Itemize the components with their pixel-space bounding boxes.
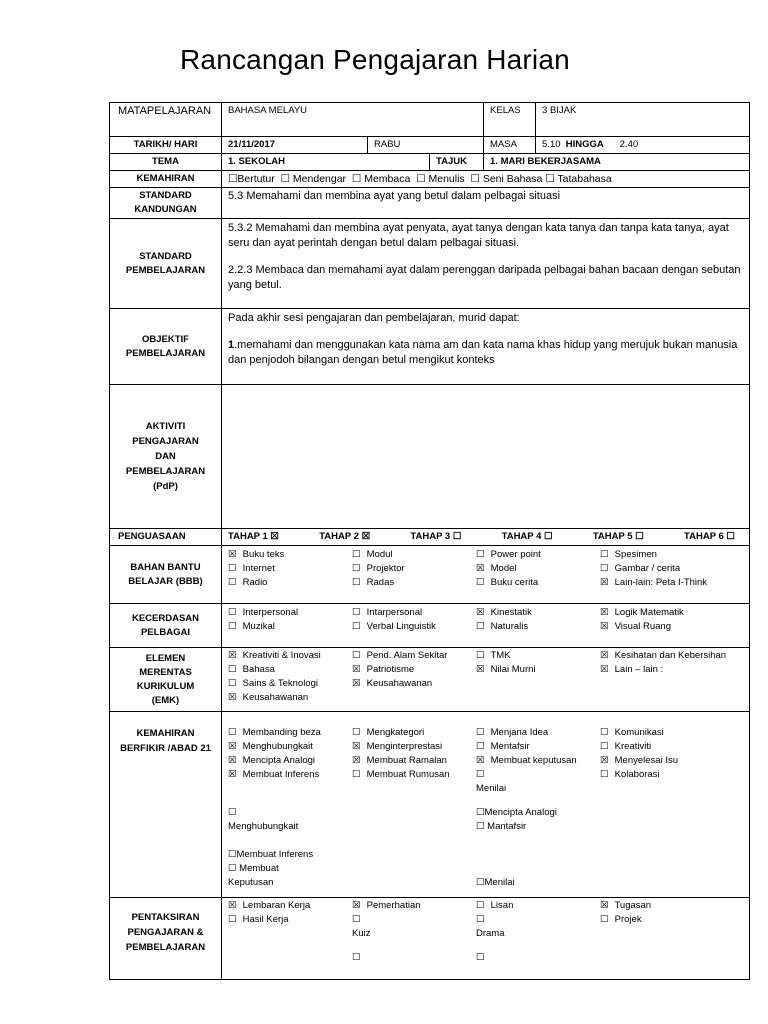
checkbox-icon: ☐ bbox=[228, 621, 237, 632]
checkbox-icon: ☐ bbox=[476, 549, 485, 560]
checkbox-icon: ☐ bbox=[228, 727, 237, 738]
kb-extra-box: ☐ bbox=[228, 807, 237, 818]
checkbox-icon: ☒ bbox=[600, 577, 609, 588]
page-title: Rancangan Pengajaran Harian bbox=[180, 44, 570, 75]
kb-membuat-keputusan-2: Keputusan bbox=[228, 877, 274, 888]
pentaksiran-kuiz: Kuiz bbox=[352, 928, 371, 939]
standard-kandungan-label: STANDARD KANDUNGAN bbox=[110, 188, 222, 219]
masa-label: MASA bbox=[484, 137, 536, 154]
checkbox-label: Verbal Linguistik bbox=[366, 621, 436, 632]
masa-cell bbox=[536, 137, 750, 154]
checkbox-label: Lain-lain: Peta I-Think bbox=[614, 577, 708, 588]
kemahiran-berfikir-grid bbox=[228, 726, 743, 782]
hingga-label: HINGGA bbox=[565, 139, 604, 150]
aktiviti-label: AKTIVITI PENGAJARAN DAN PEMBELAJARAN (PdP) bbox=[110, 385, 222, 529]
checkbox-icon: ☒ bbox=[600, 607, 609, 618]
checkbox-item bbox=[476, 620, 600, 634]
checkbox-icon: ☒ bbox=[476, 755, 485, 766]
checkbox-item bbox=[352, 899, 476, 913]
checkbox-label: Projektor bbox=[366, 563, 405, 574]
checkbox-item bbox=[600, 606, 724, 620]
checkbox-icon: ☒ bbox=[228, 741, 237, 752]
checkbox-icon: ☐ bbox=[476, 914, 485, 925]
tema-value: 1. SEKOLAH bbox=[222, 154, 430, 171]
checkbox-item bbox=[476, 548, 600, 562]
checkbox-label: Projek bbox=[614, 914, 642, 925]
checkbox-item bbox=[476, 562, 600, 576]
kb-extra-1-col4 bbox=[600, 782, 724, 796]
checkbox-item bbox=[600, 899, 724, 913]
checkbox-label: Pend. Alam Sekitar bbox=[366, 650, 448, 661]
checkbox-label: Hasil Kerja bbox=[242, 914, 289, 925]
kemahiran-berfikir-cell bbox=[222, 712, 750, 898]
kb-extra-3-col2 bbox=[352, 820, 476, 834]
checkbox-item bbox=[476, 691, 600, 705]
skills-row bbox=[110, 171, 750, 188]
kemahiran-options: ☐Bertutur ☐ Mendengar ☐ Membaca ☐ Menulis ☐ Seni Bahasa ☐ Tatabahasa bbox=[222, 171, 750, 188]
checkbox-label: Lain – lain : bbox=[614, 664, 664, 675]
kb-extra-2-col2 bbox=[352, 806, 476, 820]
pentaksiran-extra-2 bbox=[228, 951, 743, 965]
checkbox-item bbox=[600, 726, 724, 740]
kecerdasan-grid bbox=[228, 606, 743, 634]
checkbox-item bbox=[228, 620, 352, 634]
checkbox-label: Model bbox=[490, 563, 517, 574]
checkbox-item bbox=[476, 606, 600, 620]
checkbox-item bbox=[600, 548, 724, 562]
checkbox-icon: ☐ bbox=[228, 607, 237, 618]
checkbox-label: Mencipta Analogi bbox=[242, 755, 315, 766]
checkbox-icon: ☐ bbox=[228, 914, 237, 925]
checkbox-icon: ☒ bbox=[476, 563, 485, 574]
checkbox-item bbox=[600, 740, 724, 754]
checkbox-label: Patriotisme bbox=[366, 664, 415, 675]
checkbox-item bbox=[228, 740, 352, 754]
objektif-body: .memahami dan menggunakan kata nama am dan kata nama khas hidup yang merujuk bukan manusia dan penjodoh bilangan dengan betul mengikut konteks bbox=[228, 339, 738, 366]
checkbox-icon: ☐ bbox=[600, 727, 609, 738]
checkbox-item bbox=[600, 691, 724, 705]
checkbox-icon: ☐ bbox=[352, 769, 361, 780]
checkbox-label: Radas bbox=[366, 577, 395, 588]
checkbox-icon: ☐ bbox=[476, 577, 485, 588]
tajuk-value: 1. MARI BEKERJASAMA bbox=[484, 154, 750, 171]
kecerdasan-cell bbox=[222, 604, 750, 648]
masa-end: 2.40 bbox=[619, 139, 639, 150]
checkbox-item bbox=[352, 663, 476, 677]
checkbox-label: Internet bbox=[242, 563, 275, 574]
checkbox-item bbox=[352, 620, 476, 634]
checkbox-icon: ☐ bbox=[476, 741, 485, 752]
checkbox-icon: ☐ bbox=[352, 727, 361, 738]
checkbox-item bbox=[476, 899, 600, 913]
checkbox-label: Intarpersonal bbox=[366, 607, 423, 618]
checkbox-label: Power point bbox=[490, 549, 541, 560]
checkbox-icon: ☒ bbox=[228, 900, 237, 911]
checkbox-item bbox=[352, 548, 476, 562]
checkbox-item bbox=[476, 740, 600, 754]
checkbox-item bbox=[352, 754, 476, 768]
checkbox-icon: ☒ bbox=[352, 900, 361, 911]
checkbox-icon: ☐ bbox=[600, 563, 609, 574]
pentaksiran-extra bbox=[228, 927, 743, 941]
checkbox-item bbox=[476, 649, 600, 663]
checkbox-item bbox=[600, 913, 724, 927]
checkbox-icon: ☐ bbox=[352, 914, 361, 925]
checkbox-label: Buku teks bbox=[242, 549, 285, 560]
checkbox-icon: ☐ bbox=[228, 664, 237, 675]
checkbox-icon: ☐ bbox=[352, 563, 361, 574]
standard-pembelajaran-p2: 2.2.3 Membaca dan memahami ayat dalam perenggan daripada pelbagai bahan bacaan dengan sebutan yang betul. bbox=[228, 264, 741, 291]
kecerdasan-label: KECERDASAN PELBAGAI bbox=[110, 604, 222, 648]
checkbox-icon: ☒ bbox=[600, 755, 609, 766]
checkbox-label: Menginterprestasi bbox=[366, 741, 443, 752]
checkbox-label: Muzikal bbox=[242, 621, 275, 632]
masa-start: 5.10 bbox=[542, 139, 561, 150]
checkbox-label: Kreativiti bbox=[614, 741, 652, 752]
content-standard-row bbox=[110, 188, 750, 219]
objective-row bbox=[110, 309, 750, 385]
checkbox-item bbox=[352, 562, 476, 576]
checkbox-label: Naturalis bbox=[490, 621, 529, 632]
checkbox-label: Kreativiti & Inovasi bbox=[242, 650, 321, 661]
checkbox-icon: ☐ bbox=[352, 577, 361, 588]
checkbox-icon: ☒ bbox=[600, 650, 609, 661]
kb-menilai-1: Menilai bbox=[476, 783, 507, 794]
checkbox-icon: ☐ bbox=[600, 914, 609, 925]
checkbox-icon: ☐ bbox=[352, 549, 361, 560]
checkbox-item bbox=[352, 913, 476, 927]
checkbox-item bbox=[600, 620, 724, 634]
checkbox-item bbox=[228, 768, 352, 782]
teaching-aids-row bbox=[110, 546, 750, 604]
objektif-intro: Pada akhir sesi pengajaran dan pembelajaran, murid dapat: bbox=[228, 312, 520, 324]
checkbox-icon: ☒ bbox=[600, 900, 609, 911]
checkbox-icon: ☒ bbox=[476, 607, 485, 618]
checkbox-label: Sains & Teknologi bbox=[242, 678, 318, 689]
kb-extra-1-col2 bbox=[352, 782, 476, 796]
checkbox-item bbox=[600, 768, 724, 782]
checkbox-icon: ☒ bbox=[600, 621, 609, 632]
checkbox-icon: ☐ bbox=[228, 577, 237, 588]
checkbox-icon: ☒ bbox=[352, 741, 361, 752]
checkbox-icon: ☐ bbox=[228, 678, 237, 689]
theme-row bbox=[110, 154, 750, 171]
tahap-1: TAHAP 1 ☒ bbox=[228, 531, 279, 542]
mastery-row bbox=[110, 529, 750, 546]
checkbox-label: Buku cerita bbox=[490, 577, 539, 588]
kelas-value: 3 BIJAK bbox=[536, 103, 750, 137]
checkbox-icon: ☐ bbox=[352, 607, 361, 618]
emk-label: ELEMEN MERENTAS KURIKULUM (EMK) bbox=[110, 648, 222, 712]
kb-mencipta-analogi: ☐Mencipta Analogi bbox=[476, 807, 557, 818]
subject-row bbox=[110, 103, 750, 137]
checkbox-icon: ☐ bbox=[352, 621, 361, 632]
checkbox-label: TMK bbox=[490, 650, 511, 661]
tahap-3: TAHAP 3 ☐ bbox=[410, 531, 462, 542]
activity-row bbox=[110, 385, 750, 529]
checkbox-label: Kolaborasi bbox=[614, 769, 660, 780]
checkbox-label: Lisan bbox=[490, 900, 514, 911]
objektif-cell bbox=[222, 309, 750, 385]
checkbox-icon: ☒ bbox=[352, 678, 361, 689]
checkbox-label: Pemerhatian bbox=[366, 900, 421, 911]
checkbox-item bbox=[228, 548, 352, 562]
checkbox-item bbox=[476, 726, 600, 740]
checkbox-item bbox=[476, 677, 600, 691]
kb-mantafsir: ☐ Mantafsir bbox=[476, 821, 527, 832]
kemahiran-berfikir-label: KEMAHIRAN BERFIKIR /ABAD 21 bbox=[110, 712, 222, 898]
tahap-5: TAHAP 5 ☐ bbox=[592, 531, 644, 542]
checkbox-icon: ☐ bbox=[476, 650, 485, 661]
checkbox-label: Gambar / cerita bbox=[614, 563, 681, 574]
checkbox-label: Komunikasi bbox=[614, 727, 664, 738]
checkbox-item bbox=[352, 576, 476, 590]
bbb-grid bbox=[228, 548, 743, 590]
checkbox-item bbox=[600, 663, 724, 677]
checkbox-label: Membanding beza bbox=[242, 727, 321, 738]
kelas-label: KELAS bbox=[484, 103, 536, 137]
checkbox-item bbox=[600, 562, 724, 576]
checkbox-label: Membuat keputusan bbox=[490, 755, 577, 766]
checkbox-icon: ☒ bbox=[600, 664, 609, 675]
checkbox-label: Nilai Murni bbox=[490, 664, 536, 675]
penguasaan-levels bbox=[222, 529, 750, 546]
matapelajaran-label: MATAPELAJARAN bbox=[110, 103, 222, 137]
bbb-cell bbox=[222, 546, 750, 604]
checkbox-label: Membuat Rumusan bbox=[366, 769, 450, 780]
objektif-number: 1 bbox=[228, 339, 235, 351]
checkbox-item bbox=[476, 663, 600, 677]
emk-grid bbox=[228, 649, 743, 705]
checkbox-icon: ☒ bbox=[352, 755, 361, 766]
thinking-skills-row bbox=[110, 712, 750, 898]
checkbox-label: Keusahawanan bbox=[366, 678, 433, 689]
checkbox-item bbox=[600, 576, 724, 590]
checkbox-label: Kesihatan dan Kebersihan bbox=[614, 650, 727, 661]
checkbox-icon: ☐ bbox=[476, 621, 485, 632]
checkbox-label: Spesimen bbox=[614, 549, 657, 560]
checkbox-label: Menyelesai Isu bbox=[614, 755, 679, 766]
kb-extra-3-col4 bbox=[600, 820, 724, 834]
checkbox-item bbox=[352, 649, 476, 663]
checkbox-label: Mentafsir bbox=[490, 741, 530, 752]
pentaksiran-label: PENTAKSIRAN PENGAJARAN & PEMBELAJARAN bbox=[110, 898, 222, 980]
pentaksiran-drama: Drama bbox=[476, 928, 505, 939]
kb-extra-1-col1 bbox=[228, 782, 352, 796]
pentaksiran-grid bbox=[228, 899, 743, 927]
kb-membuat-inferens: ☐Membuat Inferens bbox=[228, 849, 314, 860]
checkbox-item bbox=[476, 576, 600, 590]
tema-label: TEMA bbox=[110, 154, 222, 171]
penguasaan-label: PENGUASAAN bbox=[110, 529, 222, 546]
checkbox-label: Keusahawanan bbox=[242, 692, 309, 703]
objektif-text bbox=[228, 338, 743, 368]
assessment-row bbox=[110, 898, 750, 980]
checkbox-item bbox=[476, 754, 600, 768]
checkbox-icon: ☐ bbox=[352, 650, 361, 661]
checkbox-item bbox=[600, 754, 724, 768]
standard-pembelajaran-cell bbox=[222, 219, 750, 309]
checkbox-item bbox=[228, 663, 352, 677]
checkbox-icon: ☒ bbox=[228, 769, 237, 780]
kb-menghubungkait: Menghubungkait bbox=[228, 821, 299, 832]
checkbox-item bbox=[228, 606, 352, 620]
pentaksiran-box-a: ☐ bbox=[352, 952, 361, 963]
checkbox-label: Logik Matematik bbox=[614, 607, 684, 618]
checkbox-label: Visual Ruang bbox=[614, 621, 671, 632]
checkbox-icon: ☐ bbox=[228, 563, 237, 574]
checkbox-label: Bahasa bbox=[242, 664, 275, 675]
kb-membuat-keputusan-1: ☐ Membuat bbox=[228, 863, 279, 874]
checkbox-label: Membuat Ramalan bbox=[366, 755, 447, 766]
checkbox-label: Radio bbox=[242, 577, 268, 588]
tahap-2: TAHAP 2 ☒ bbox=[319, 531, 371, 542]
checkbox-icon: ☒ bbox=[228, 549, 237, 560]
standard-pembelajaran-p1: 5.3.2 Memahami dan membina ayat penyata, ayat tanya dengan kata tanya dan tanpa kata tanya, ayat seru dan ayat perintah dengan betul dalam pelbagai situasi. bbox=[228, 222, 729, 249]
checkbox-label: Tugasan bbox=[614, 900, 652, 911]
checkbox-item bbox=[228, 913, 352, 927]
hari-value: RABU bbox=[368, 137, 484, 154]
bbb-label: BAHAN BANTU BELAJAR (BBB) bbox=[110, 546, 222, 604]
checkbox-icon: ☐ bbox=[476, 769, 485, 780]
checkbox-item bbox=[352, 726, 476, 740]
checkbox-icon: ☒ bbox=[476, 664, 485, 675]
checkbox-label: Interpersonal bbox=[242, 607, 299, 618]
checkbox-item bbox=[600, 677, 724, 691]
checkbox-item bbox=[228, 691, 352, 705]
checkbox-item bbox=[476, 768, 600, 782]
checkbox-item bbox=[228, 726, 352, 740]
checkbox-icon: ☒ bbox=[352, 664, 361, 675]
matapelajaran-value: BAHASA MELAYU bbox=[222, 103, 484, 137]
checkbox-item bbox=[352, 740, 476, 754]
kemahiran-berfikir-extra bbox=[228, 782, 743, 796]
checkbox-label: Menghubungkait bbox=[242, 741, 313, 752]
checkbox-label: Mengkategori bbox=[366, 727, 425, 738]
learning-standard-row bbox=[110, 219, 750, 309]
checkbox-item bbox=[228, 899, 352, 913]
checkbox-icon: ☐ bbox=[600, 549, 609, 560]
standard-pembelajaran-label: STANDARD PEMBELAJARAN bbox=[110, 219, 222, 309]
checkbox-item bbox=[228, 576, 352, 590]
checkbox-label: Lembaran Kerja bbox=[242, 900, 311, 911]
checkbox-icon: ☒ bbox=[228, 650, 237, 661]
checkbox-icon: ☐ bbox=[476, 727, 485, 738]
checkbox-icon: ☐ bbox=[476, 900, 485, 911]
kemahiran-label: KEMAHIRAN bbox=[110, 171, 222, 188]
checkbox-item bbox=[476, 913, 600, 927]
checkbox-icon: ☐ bbox=[600, 769, 609, 780]
standard-kandungan-text: 5.3 Memahami dan membina ayat yang betul dalam pelbagai situasi bbox=[222, 188, 750, 219]
checkbox-item bbox=[600, 649, 727, 663]
lesson-plan-table bbox=[109, 102, 750, 980]
emk-cell bbox=[222, 648, 750, 712]
checkbox-item bbox=[228, 677, 352, 691]
checkbox-item bbox=[352, 677, 476, 691]
checkbox-item bbox=[228, 562, 352, 576]
checkbox-icon: ☒ bbox=[228, 755, 237, 766]
checkbox-icon: ☐ bbox=[600, 741, 609, 752]
checkbox-item bbox=[352, 768, 476, 782]
objektif-label: OBJEKTIF PEMBELAJARAN bbox=[110, 309, 222, 385]
checkbox-item bbox=[228, 754, 352, 768]
pentaksiran-box-b: ☐ bbox=[476, 952, 485, 963]
intelligence-row bbox=[110, 604, 750, 648]
checkbox-item bbox=[352, 606, 476, 620]
date-row bbox=[110, 137, 750, 154]
checkbox-label: Modul bbox=[366, 549, 393, 560]
kb-extra-2-col4 bbox=[600, 806, 724, 820]
tahap-4: TAHAP 4 ☐ bbox=[501, 531, 553, 542]
kemahiran-berfikir-extra-3 bbox=[228, 848, 743, 890]
tajuk-label: TAJUK bbox=[430, 154, 484, 171]
tarikh-label: TARIKH/ HARI bbox=[110, 137, 222, 154]
tahap-6: TAHAP 6 ☐ bbox=[684, 531, 735, 542]
aktiviti-content bbox=[222, 385, 750, 529]
checkbox-label: Kinestatik bbox=[490, 607, 532, 618]
kemahiran-berfikir-extra-2 bbox=[228, 806, 743, 834]
tarikh-value: 21/11/2017 bbox=[222, 137, 368, 154]
checkbox-label: Menjana Idea bbox=[490, 727, 549, 738]
kb-menilai-2: ☐Menilai bbox=[476, 877, 515, 888]
checkbox-icon: ☒ bbox=[228, 692, 237, 703]
cross-curricular-row bbox=[110, 648, 750, 712]
checkbox-item bbox=[228, 649, 352, 663]
pentaksiran-cell bbox=[222, 898, 750, 980]
checkbox-label: Membuat Inferens bbox=[242, 769, 320, 780]
checkbox-item bbox=[352, 691, 476, 705]
